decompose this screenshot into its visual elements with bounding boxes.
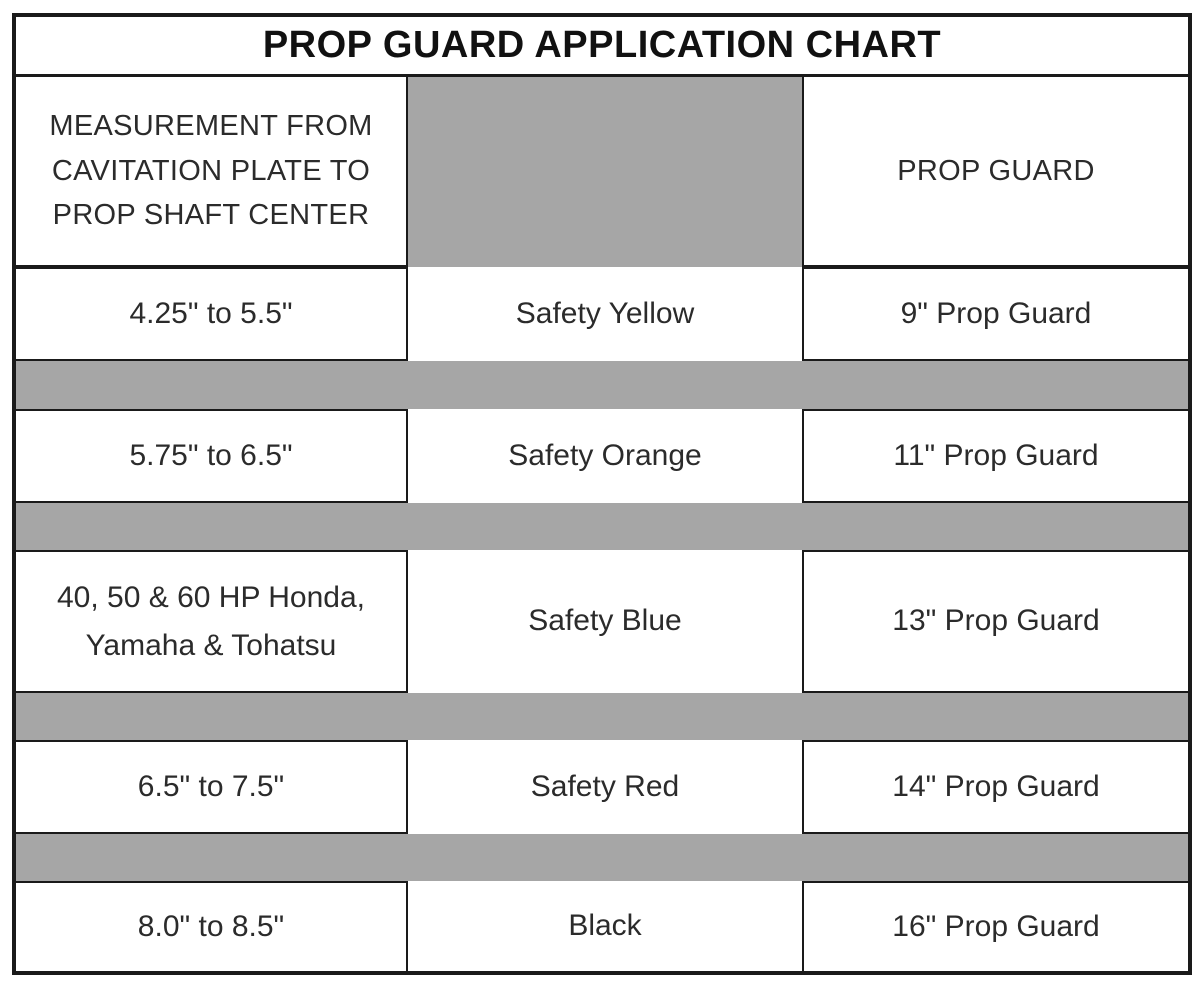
header-measurement	[16, 77, 408, 267]
header-measurement-text: MEASUREMENT FROM CAVITATION PLATE TO PROP SHAFT CENTER	[49, 109, 373, 232]
row-2-color: Safety Orange	[508, 438, 702, 472]
separator-1	[16, 361, 1188, 409]
row-4-guard: 14" Prop Guard	[802, 740, 1188, 834]
separator-2	[16, 503, 1188, 550]
row-3-color: Safety Blue	[528, 604, 682, 638]
row-2-measurement: 5.75" to 6.5"	[16, 409, 408, 503]
chart-title: PROP GUARD APPLICATION CHART	[16, 17, 1188, 77]
row-4-color: Safety Red	[530, 769, 680, 803]
prop-guard-chart	[12, 13, 1192, 975]
row-3-measurement: 40, 50 & 60 HP Honda, Yamaha & Tohatsu	[16, 550, 408, 693]
row-5-guard: 16" Prop Guard	[802, 881, 1188, 971]
separator-3	[16, 693, 1188, 740]
header-prop-guard	[802, 77, 1188, 267]
row-2-guard: 11" Prop Guard	[802, 409, 1188, 503]
row-1-guard: 9" Prop Guard	[802, 267, 1188, 361]
row-5-color: Black	[568, 908, 642, 942]
separator-4	[16, 834, 1188, 881]
header-prop-guard-text: PROP GUARD	[897, 154, 1095, 187]
header-color-placeholder	[408, 77, 802, 267]
row-4-measurement: 6.5" to 7.5"	[16, 740, 408, 834]
row-3-guard: 13" Prop Guard	[802, 550, 1188, 693]
row-5-measurement: 8.0" to 8.5"	[16, 881, 408, 971]
row-1-measurement: 4.25" to 5.5"	[16, 267, 408, 361]
row-1-color: Safety Yellow	[515, 296, 695, 330]
